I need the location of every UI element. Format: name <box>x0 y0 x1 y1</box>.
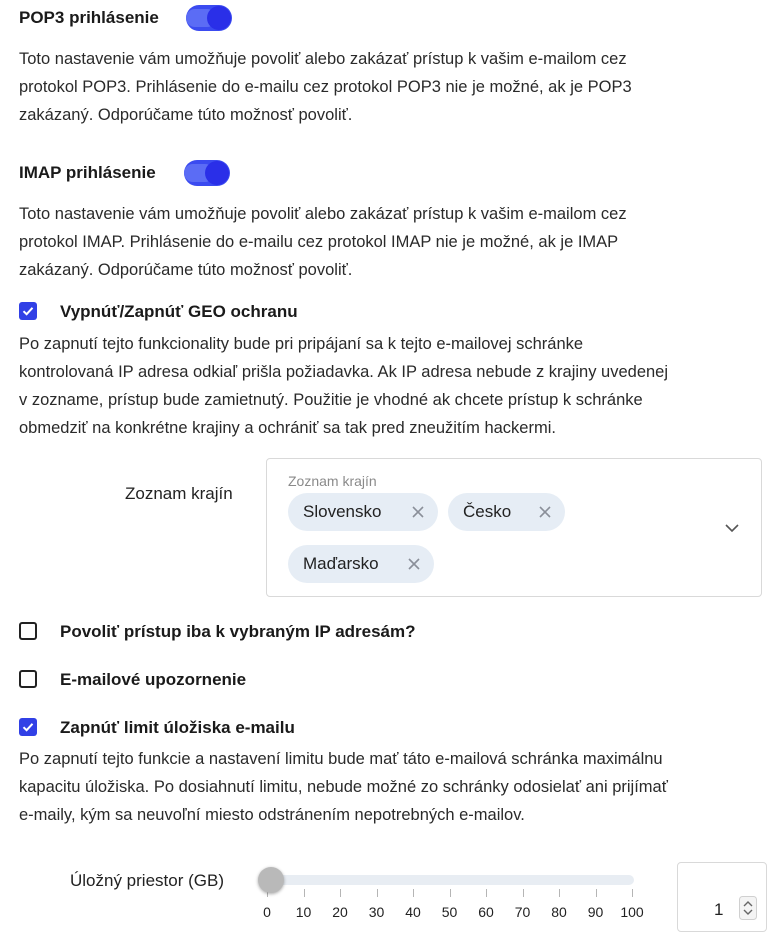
pop3-description <box>19 45 632 129</box>
slider-tick-label: 80 <box>551 904 567 920</box>
storage-line: kapacitu úložiska. Po dosiahnutí limitu, nebude možné zo schránky odosielať ani prijímať <box>19 778 668 796</box>
slider-tick <box>559 889 560 897</box>
slider-tick-label: 30 <box>368 904 385 920</box>
slider-tick <box>450 889 451 897</box>
slider-tick <box>413 889 414 897</box>
slider-tick <box>486 889 487 897</box>
geo-line: v zozname, prístup bude zamietnutý. Použitie je vhodné ak chcete prístup k schránke <box>19 391 643 409</box>
imap-line: protokol IMAP. Prihlásenie do e-mailu cez protokol IMAP nie je možné, ak je IMAP <box>19 233 619 251</box>
storage-line: Po zapnutí tejto funkcie a nastavení limitu bude mať táto e-mailová schránka maximálnu <box>19 750 663 768</box>
pop3-toggle-knob <box>208 7 230 29</box>
geo-label: Vypnúť/Zapnúť GEO ochranu <box>60 302 298 321</box>
imap-line: zakázaný. Odporúčame túto možnosť povoliť. <box>19 261 353 279</box>
storage-slider-label: Úložný priestor (GB) <box>70 871 224 890</box>
pop3-line: protokol POP3. Prihlásenie do e-mailu cez protokol POP3 nie je možné, ak je POP3 <box>19 78 632 96</box>
check-icon <box>21 720 35 734</box>
pop3-line: Toto nastavenie vám umožňuje povoliť alebo zakázať prístup k vašim e-mailom cez <box>19 50 627 68</box>
countries-floating-label: Zoznam krajín <box>288 473 377 489</box>
chevron-down-icon[interactable] <box>723 522 741 534</box>
slider-tick <box>596 889 597 897</box>
slider-tick <box>340 889 341 897</box>
close-icon[interactable] <box>537 504 553 520</box>
storage-label: Zapnúť limit úložiska e-mailu <box>60 718 295 737</box>
email-alerts-label: E-mailové upozornenie <box>60 670 247 689</box>
storage-number-input[interactable] <box>677 862 767 932</box>
email-alerts-checkbox[interactable] <box>19 670 37 688</box>
geo-line: kontrolovaná IP adresa odkiaľ prišla požiadavka. Ak IP adresa nebude z krajiny uvedenej <box>19 363 669 381</box>
imap-toggle-knob <box>206 162 228 184</box>
storage-slider-thumb[interactable] <box>258 867 284 893</box>
country-chip-label: Slovensko <box>303 502 382 521</box>
slider-tick-label: 10 <box>295 904 312 920</box>
storage-number-value: 1 <box>714 900 724 919</box>
country-chip-label: Maďarsko <box>303 554 379 573</box>
storage-line: e-maily, kým sa neuvoľní miesto odstránením nepotrebných e-mailov. <box>19 806 525 824</box>
slider-tick-label: 50 <box>441 904 458 920</box>
storage-checkbox[interactable] <box>19 718 37 736</box>
slider-tick-label: 100 <box>620 904 644 920</box>
imap-line: Toto nastavenie vám umožňuje povoliť alebo zakázať prístup k vašim e-mailom cez <box>19 205 627 223</box>
pop3-line: zakázaný. Odporúčame túto možnosť povoliť. <box>19 106 353 124</box>
slider-tick <box>632 889 633 897</box>
stepper-icon[interactable] <box>739 896 757 920</box>
geo-line: obmedziť na konkrétne krajiny a ochrániť sa tak pred zneužitím hackermi. <box>19 419 556 437</box>
countries-multiselect[interactable] <box>266 458 762 597</box>
countries-field-label: Zoznam krajín <box>125 484 233 503</box>
slider-tick-label: 60 <box>478 904 494 920</box>
storage-description <box>19 745 668 829</box>
geo-line: Po zapnutí tejto funkcionality bude pri pripájaní sa k tejto e-mailovej schránke <box>19 335 584 353</box>
country-chip <box>288 545 434 583</box>
ip-only-label: Povoliť prístup iba k vybraným IP adresám? <box>60 622 416 641</box>
slider-tick <box>377 889 378 897</box>
geo-description <box>19 330 668 442</box>
country-chip <box>288 493 438 531</box>
slider-tick <box>304 889 305 897</box>
slider-tick <box>523 889 524 897</box>
imap-title: IMAP prihlásenie <box>19 163 156 182</box>
ip-only-checkbox[interactable] <box>19 622 37 640</box>
slider-tick-label: 70 <box>514 904 531 920</box>
slider-tick-label: 0 <box>263 904 271 920</box>
close-icon[interactable] <box>410 504 426 520</box>
slider-tick-label: 20 <box>332 904 348 920</box>
pop3-toggle[interactable] <box>186 5 232 31</box>
slider-tick-label: 40 <box>405 904 421 920</box>
imap-description <box>19 200 627 284</box>
pop3-title: POP3 prihlásenie <box>19 8 159 27</box>
country-chip-label: Česko <box>463 502 512 521</box>
geo-checkbox[interactable] <box>19 302 37 320</box>
imap-toggle[interactable] <box>184 160 230 186</box>
close-icon[interactable] <box>406 556 422 572</box>
slider-tick-label: 90 <box>587 904 604 920</box>
check-icon <box>21 304 35 318</box>
storage-slider-track[interactable] <box>267 875 634 885</box>
country-chip <box>448 493 565 531</box>
